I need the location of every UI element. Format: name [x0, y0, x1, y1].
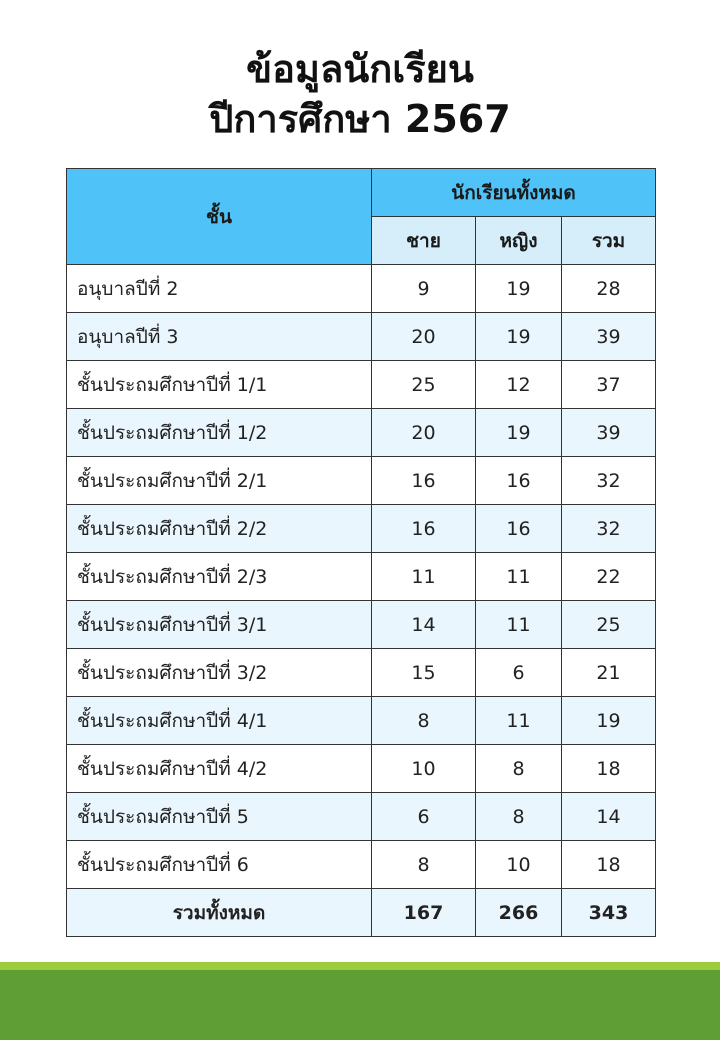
table-row [67, 649, 656, 697]
female-count-cell: 11 [476, 697, 562, 745]
male-count-cell: 15 [372, 649, 476, 697]
grade-cell: ชั้นประถมศึกษาปีที่ 2/3 [67, 553, 372, 601]
header-sum: รวม [562, 217, 656, 265]
grade-cell: ชั้นประถมศึกษาปีที่ 2/1 [67, 457, 372, 505]
total-count-cell: 32 [562, 457, 656, 505]
student-table [66, 168, 656, 937]
female-count-cell: 11 [476, 553, 562, 601]
female-count-cell: 8 [476, 745, 562, 793]
header-grade: ชั้น [67, 169, 372, 265]
female-count-cell: 16 [476, 457, 562, 505]
male-count-cell: 14 [372, 601, 476, 649]
total-count-cell: 18 [562, 841, 656, 889]
title-line-2: ปีการศึกษา 2567 [209, 97, 511, 141]
footer-band-light [0, 962, 720, 970]
title-line-1: ข้อมูลนักเรียน [246, 47, 474, 91]
male-count-cell: 10 [372, 745, 476, 793]
page-title [0, 44, 720, 144]
header-all-students: นักเรียนทั้งหมด [372, 169, 656, 217]
female-count-cell: 11 [476, 601, 562, 649]
grade-cell: ชั้นประถมศึกษาปีที่ 5 [67, 793, 372, 841]
total-count-cell: 39 [562, 313, 656, 361]
male-count-cell: 8 [372, 697, 476, 745]
table-row [67, 457, 656, 505]
female-count-cell: 12 [476, 361, 562, 409]
footer-band-dark [0, 970, 720, 1040]
female-count-cell: 19 [476, 265, 562, 313]
grade-cell: อนุบาลปีที่ 2 [67, 265, 372, 313]
total-count-cell: 19 [562, 697, 656, 745]
female-count-cell: 6 [476, 649, 562, 697]
grade-cell: ชั้นประถมศึกษาปีที่ 2/2 [67, 505, 372, 553]
header-male: ชาย [372, 217, 476, 265]
male-count-cell: 20 [372, 409, 476, 457]
grand-total-cell: 343 [562, 889, 656, 937]
male-count-cell: 6 [372, 793, 476, 841]
total-count-cell: 32 [562, 505, 656, 553]
table-row [67, 409, 656, 457]
grade-cell: ชั้นประถมศึกษาปีที่ 4/2 [67, 745, 372, 793]
female-count-cell: 16 [476, 505, 562, 553]
female-count-cell: 19 [476, 313, 562, 361]
female-count-cell: 10 [476, 841, 562, 889]
male-count-cell: 16 [372, 505, 476, 553]
grade-cell: ชั้นประถมศึกษาปีที่ 1/1 [67, 361, 372, 409]
total-count-cell: 14 [562, 793, 656, 841]
grade-cell: ชั้นประถมศึกษาปีที่ 3/2 [67, 649, 372, 697]
grade-cell: ชั้นประถมศึกษาปีที่ 1/2 [67, 409, 372, 457]
total-count-cell: 25 [562, 601, 656, 649]
table-row [67, 361, 656, 409]
total-count-cell: 22 [562, 553, 656, 601]
total-male-cell: 167 [372, 889, 476, 937]
table-row [67, 553, 656, 601]
table-row [67, 793, 656, 841]
total-count-cell: 18 [562, 745, 656, 793]
male-count-cell: 9 [372, 265, 476, 313]
header-female: หญิง [476, 217, 562, 265]
table-row [67, 745, 656, 793]
grade-cell: อนุบาลปีที่ 3 [67, 313, 372, 361]
male-count-cell: 20 [372, 313, 476, 361]
table-row [67, 265, 656, 313]
grade-cell: ชั้นประถมศึกษาปีที่ 4/1 [67, 697, 372, 745]
table-row [67, 505, 656, 553]
total-label-cell: รวมทั้งหมด [67, 889, 372, 937]
table-row [67, 697, 656, 745]
table-row [67, 313, 656, 361]
grade-cell: ชั้นประถมศึกษาปีที่ 6 [67, 841, 372, 889]
table-body [67, 265, 656, 937]
total-row [67, 889, 656, 937]
male-count-cell: 11 [372, 553, 476, 601]
total-count-cell: 28 [562, 265, 656, 313]
female-count-cell: 8 [476, 793, 562, 841]
female-count-cell: 19 [476, 409, 562, 457]
grade-cell: ชั้นประถมศึกษาปีที่ 3/1 [67, 601, 372, 649]
table-row [67, 841, 656, 889]
male-count-cell: 16 [372, 457, 476, 505]
male-count-cell: 8 [372, 841, 476, 889]
total-count-cell: 37 [562, 361, 656, 409]
male-count-cell: 25 [372, 361, 476, 409]
table-header-row [67, 169, 656, 217]
total-count-cell: 21 [562, 649, 656, 697]
table-row [67, 601, 656, 649]
total-female-cell: 266 [476, 889, 562, 937]
total-count-cell: 39 [562, 409, 656, 457]
